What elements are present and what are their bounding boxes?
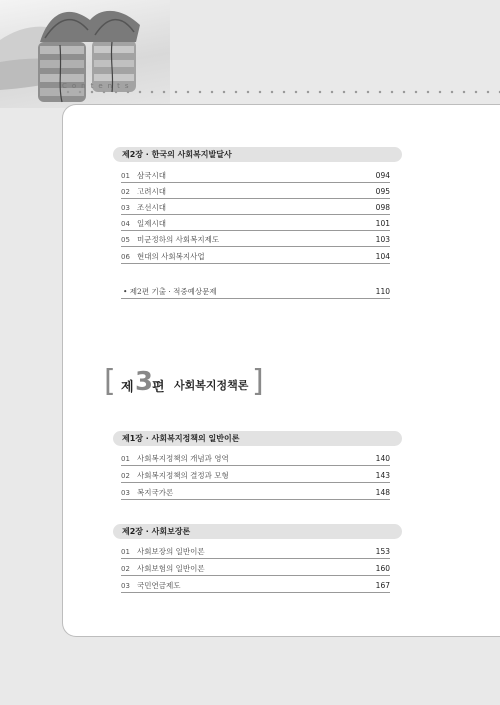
toc-number: 01 [121,172,130,180]
toc-title: 삼국시대 [137,171,166,180]
toc-row[interactable] [121,562,390,576]
toc-number: 04 [121,220,130,228]
toc-page: 094 [375,171,390,180]
toc-page: 095 [375,187,390,196]
toc-page: 101 [375,219,390,228]
chapter-header: 제2장 · 사회보장론 [113,524,402,539]
toc-page: 104 [375,252,390,261]
toc-number: 03 [121,204,130,212]
toc-title: 사회보장의 일반이론 [137,547,205,556]
toc-title: 일제시대 [137,219,166,228]
toc-number: 06 [121,253,130,261]
toc-row[interactable] [121,469,390,483]
toc-title: • 제2편 기출 · 적중예상문제 [123,287,217,296]
toc-number: 02 [121,472,130,480]
toc-title: 현대의 사회복지사업 [137,252,205,261]
part-prefix: 제 [121,380,134,395]
toc-page: 160 [375,564,390,573]
toc-title: 사회보험의 일반이론 [137,564,205,573]
toc-row[interactable] [121,486,390,500]
toc-page: 153 [375,547,390,556]
toc-title: 사회복지정책의 개념과 영역 [137,454,229,463]
part-title: 사회복지정책론 [174,379,249,392]
toc-page: 167 [375,581,390,590]
toc-row[interactable] [121,217,390,231]
chapter-header: 제1장 · 사회복지정책의 일반이론 [113,431,402,446]
open-bracket: [ [104,364,116,399]
chapter-header: 제2장 · 한국의 사회복지발달사 [113,147,402,162]
toc-number: 03 [121,582,130,590]
toc-number: 01 [121,548,130,556]
toc-title: 고려시대 [137,187,166,196]
toc-number: 02 [121,565,130,573]
part-number: 3 [135,367,154,397]
toc-number: 05 [121,236,130,244]
toc-row[interactable] [121,233,390,247]
toc-row[interactable] [121,201,390,215]
toc-page: 098 [375,203,390,212]
toc-title: 복지국가론 [137,488,174,497]
toc-row[interactable] [121,250,390,264]
toc-title: 미군정하의 사회복지제도 [137,235,220,244]
toc-row[interactable] [121,169,390,183]
toc-row[interactable] [121,452,390,466]
toc-page: 143 [375,471,390,480]
close-bracket: ] [252,364,264,399]
toc-number: 02 [121,188,130,196]
toc-title: 국민연금제도 [137,581,181,590]
toc-row-exercises[interactable] [121,285,390,299]
toc-page: 110 [375,287,390,296]
toc-page: 140 [375,454,390,463]
part-heading [104,366,274,400]
toc-page: 103 [375,235,390,244]
toc-title: 사회복지정책의 결정과 모형 [137,471,229,480]
dotted-divider [62,90,500,94]
toc-number: 01 [121,455,130,463]
toc-number: 03 [121,489,130,497]
toc-row[interactable] [121,545,390,559]
contents-label: Contents [62,82,134,90]
toc-title: 조선시대 [137,203,166,212]
toc-page: 148 [375,488,390,497]
part-suffix: 편 [152,380,165,395]
toc-row[interactable] [121,185,390,199]
toc-row[interactable] [121,579,390,593]
